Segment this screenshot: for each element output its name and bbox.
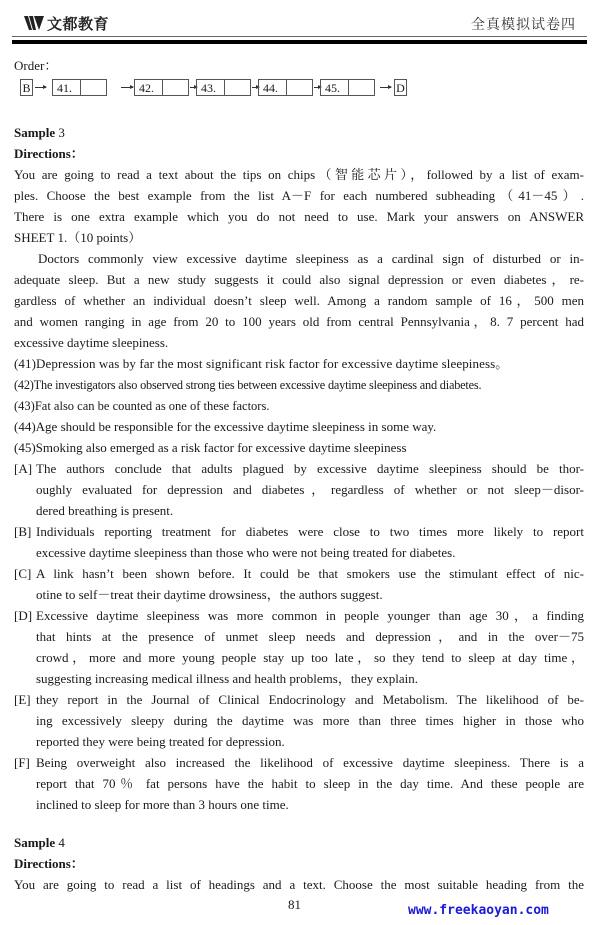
option-f-letter: [F] — [14, 755, 30, 770]
publisher-logo — [24, 12, 109, 34]
order-slot-45 — [320, 79, 375, 96]
option-a-letter: [A] — [14, 461, 33, 476]
order-slot-44 — [258, 79, 313, 96]
w-logo-icon — [24, 16, 44, 30]
order-end-box: D — [394, 79, 407, 96]
logo-text: 文都教育 — [47, 14, 110, 33]
option-b-line: Individuals reporting treatment for diabetes were close to two times more likely to report — [36, 524, 584, 539]
option-a-line: oughly evaluated for depression and diabetes，regardless of whether or not sleep－disor- — [36, 482, 584, 497]
option-b-line: excessive daytime sleepiness than those who were not being treated for diabetes. — [36, 545, 456, 560]
option-e-letter: [E] — [14, 692, 31, 707]
passage-line: adequate sleep. But a new study suggests it could also signal depression or even diabetes，re- — [14, 272, 584, 287]
option-f-line: inclined to sleep for more than 3 hours one time. — [36, 797, 289, 812]
directions-line: There is one extra example which you do not need to use. Mark your answers on ANSWER — [14, 209, 584, 224]
option-c-line: A link hasn’t been shown before. It could be that smokers use the stimulant effect of nic- — [36, 566, 584, 581]
answer-blank[interactable] — [80, 79, 108, 96]
sample4-title — [14, 834, 65, 852]
exam-title: 全真模拟试卷四 — [471, 17, 576, 33]
sample-number: 4 — [55, 835, 65, 850]
option-b-letter: [B] — [14, 524, 32, 539]
passage-line: and women ranging in age from 20 to 100 years old from central Pennsylvania，8. 7 percent had — [14, 314, 584, 329]
option-c-line: otine to self－treat their daytime drowsiness，the authors suggest. — [36, 587, 383, 602]
option-a-line: dered breathing is present. — [36, 503, 174, 518]
option-d-line: crowd，more and more young people stay up too late，so they tend to sleep at day time， — [36, 650, 584, 665]
directions-line: SHEET 1.（10 points） — [14, 230, 142, 245]
answer-blank[interactable] — [224, 79, 252, 96]
sample3-title — [14, 124, 65, 142]
slot-number: 41. — [57, 81, 72, 95]
watermark-link[interactable]: www.freekaoyan.com — [408, 903, 549, 918]
sample-number: 3 — [55, 125, 65, 140]
order-slot-41 — [52, 79, 107, 96]
header-rule-thick — [12, 40, 587, 44]
option-c-letter: [C] — [14, 566, 32, 581]
option-f-line: Being overweight also increased the likelihood of excessive daytime sleepiness. There is a — [36, 755, 584, 770]
option-d-line: that hints at the presence of unmet sleep needs and depression，and in the over－75 — [36, 629, 584, 644]
option-d-line: Excessive daytime sleepiness was more common in people younger than age 30，a finding — [36, 608, 584, 623]
sample-label: Sample — [14, 835, 56, 850]
passage-line: excessive daytime sleepiness. — [14, 335, 169, 350]
order-slot-43 — [196, 79, 251, 96]
slot-number: 44. — [263, 81, 278, 95]
answer-blank[interactable] — [162, 79, 190, 96]
subheading-44: (44)Age should be responsible for the excessive daytime sleepiness in some way. — [14, 419, 437, 434]
order-start-box: B — [20, 79, 33, 96]
sample4-directions-label: Directions： — [14, 856, 84, 871]
sample-label: Sample — [14, 125, 56, 140]
answer-blank[interactable] — [286, 79, 314, 96]
option-e-line: they report in the Journal of Clinical Endocrinology and Metabolism. The likelihood of be- — [36, 692, 584, 707]
subheading-43: (43)Fat also can be counted as one of these factors. — [14, 399, 270, 413]
order-label: Order： — [14, 58, 58, 73]
subheading-45: (45)Smoking also emerged as a risk factor for excessive daytime sleepiness — [14, 440, 407, 455]
order-slot-42 — [134, 79, 189, 96]
header-rule-thin — [12, 36, 587, 37]
passage-line: Doctors commonly view excessive daytime sleepiness as a cardinal sign of disturbed or in- — [38, 251, 584, 266]
page-header — [12, 12, 588, 34]
arrow-icon — [380, 87, 391, 88]
option-e-line: reported they were being treated for depression. — [36, 734, 285, 749]
page-number: 81 — [288, 897, 301, 912]
directions-line: You are going to read a list of headings and a text. Choose the most suitable heading from the — [14, 877, 584, 892]
slot-number: 45. — [325, 81, 340, 95]
option-d-letter: [D] — [14, 608, 33, 623]
subheading-42: (42)The investigators also observed strong ties between excessive daytime sleepiness and diabetes. — [14, 378, 482, 392]
slot-number: 43. — [201, 81, 216, 95]
sample3-directions-label: Directions： — [14, 146, 84, 161]
subheading-41: (41)Depression was by far the most significant risk factor for excessive daytime sleepiness。 — [14, 356, 509, 371]
arrow-icon — [121, 87, 133, 88]
answer-blank[interactable] — [348, 79, 376, 96]
slot-number: 42. — [139, 81, 154, 95]
option-f-line: report that 70％ fat persons have the habit to sleep in the day time. And these people are — [36, 776, 584, 791]
option-e-line: ing excessively sleepy during the daytime was more than three times higher in those who — [36, 713, 584, 728]
arrow-icon — [35, 87, 46, 88]
directions-line: You are going to read a text about the tips on chips（智能芯片），followed by a list of exam- — [14, 167, 584, 182]
passage-line: gardless of whether an individual doesn’t sleep well. Among a random sample of 16，500 men — [14, 293, 584, 308]
option-a-line: The authors conclude that adults plagued by excessive daytime sleepiness should be thor- — [36, 461, 584, 476]
directions-line: ples. Choose the best example from the list A－F for each numbered subheading（41－45）. — [14, 188, 584, 203]
order-diagram — [20, 79, 440, 97]
option-d-line: suggesting increasing medical illness and health problems，they explain. — [36, 671, 418, 686]
